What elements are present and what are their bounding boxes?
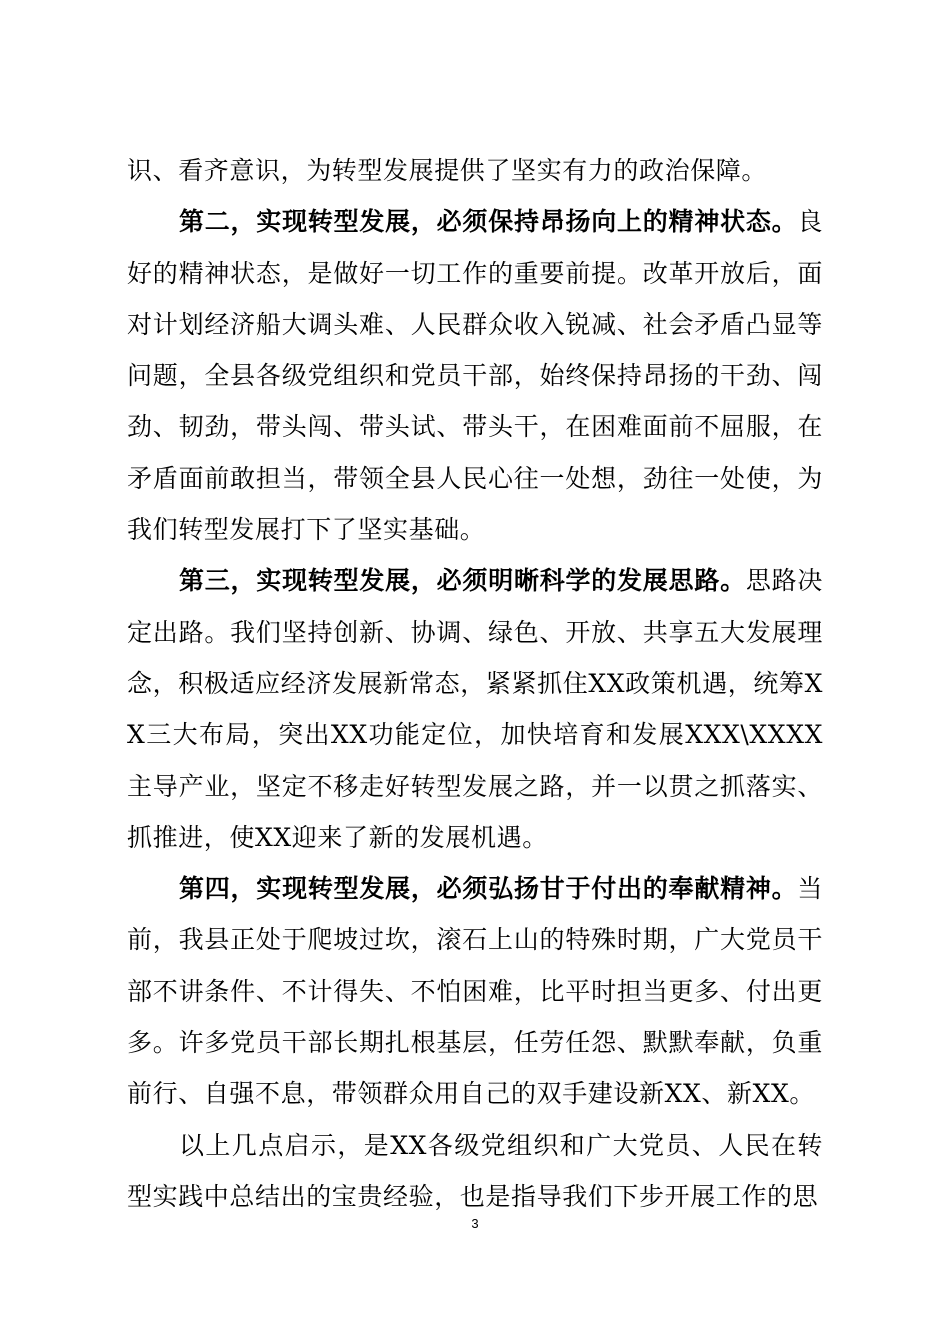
paragraph-summary bbox=[127, 1120, 823, 1223]
paragraph-third-point bbox=[127, 555, 823, 863]
paragraph-lead-sentence: 第四，实现转型发展，必须弘扬甘于付出的奉献精神。 bbox=[179, 874, 798, 904]
paragraph-lead-sentence: 第三，实现转型发展，必须明晰科学的发展思路。 bbox=[179, 566, 746, 596]
paragraph-fourth-point bbox=[127, 863, 823, 1119]
paragraph-text: 以上几点启示，是XX各级党组织和广大党员、人民在转型实践中总结出的宝贵经验，也是指导我们下步开展工作的思 bbox=[127, 1130, 823, 1211]
page-number: 3 bbox=[471, 1216, 479, 1231]
paragraph-second-point bbox=[127, 196, 823, 555]
paragraph-text: 良好的精神状态，是做好一切工作的重要前提。改革开放后，面对计划经济船大调头难、人民群众收入锐减、社会矛盾凸显等问题，全县各级党组织和党员干部，始终保持昂扬的干劲、闯劲、韧劲，带头闯、带头试、带头干，在困难面前不屈服，在矛盾面前敢担当，带领全县人民心往一处想，劲往一处使，为我们转型发展打下了坚实基础。 bbox=[127, 207, 823, 545]
paragraph-text: 当前，我县正处于爬坡过坎，滚石上山的特殊时期，广大党员干部不讲条件、不计得失、不怕困难，比平时担当更多、付出更多。许多党员干部长期扎根基层，任劳任怨、默默奉献，负重前行、自强不息，带领群众用自己的双手建设新XX、新XX。 bbox=[127, 874, 823, 1109]
paragraph-continuation bbox=[127, 145, 823, 196]
document-body bbox=[127, 145, 823, 1222]
paragraph-text: 识、看齐意识，为转型发展提供了坚实有力的政治保障。 bbox=[127, 156, 768, 185]
paragraph-lead-sentence: 第二，实现转型发展，必须保持昂扬向上的精神状态。 bbox=[179, 207, 798, 237]
paragraph-text: 思路决定出路。我们坚持创新、协调、绿色、开放、共享五大发展理念，积极适应经济发展新常态，紧紧抓住XX政策机遇，统筹XX三大布局，突出XX功能定位，加快培育和发展XXX\XXXX主导产业，坚定不移走好转型发展之路，并一以贯之抓落实、抓推进，使XX迎来了新的发展机遇。 bbox=[127, 566, 823, 852]
